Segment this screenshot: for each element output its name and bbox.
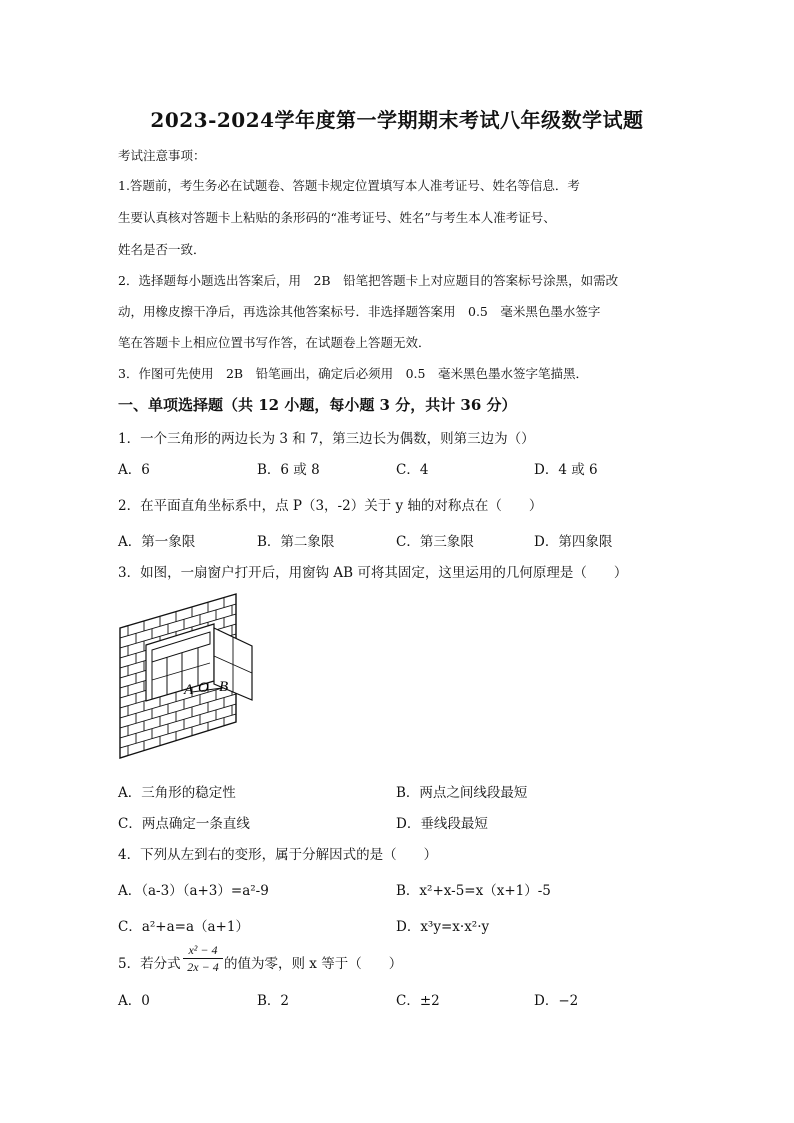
q3-option-a: A．三角形的稳定性	[118, 785, 236, 801]
notice-heading: 考试注意事项：	[118, 148, 206, 163]
question-1-stem: 1．一个三角形的两边长为 3 和 7，第三边长为偶数，则第三边为（）	[118, 431, 535, 447]
question-2-stem: 2．在平面直角坐标系中，点 P（3，-2）关于 y 轴的对称点在（ ）	[118, 498, 543, 514]
q1-option-b: B．6 或 8	[257, 462, 320, 478]
q5-option-b: B．2	[257, 993, 290, 1009]
label-b: B	[219, 679, 229, 695]
q3-option-c: C．两点确定一条直线	[118, 816, 250, 832]
q5-option-d: D．−2	[534, 993, 579, 1009]
q3-option-d: D．垂线段最短	[396, 816, 488, 832]
question-4-stem: 4．下列从左到右的变形，属于分解因式的是（ ）	[118, 847, 438, 863]
q2-option-d: D．第四象限	[534, 534, 613, 550]
label-a: A	[184, 682, 194, 698]
q5-option-c: C．±2	[396, 993, 440, 1009]
question-5-stem-start: 5．若分式	[118, 956, 181, 972]
notice-line: 姓名是否一致．	[118, 242, 206, 257]
notice-line: 1.答题前，考生务必在试题卷、答题卡规定位置填写本人准考证号、姓名等信息．考	[118, 178, 580, 193]
page-title: 2023-2024学年度第一学期期末考试八年级数学试题	[150, 108, 644, 132]
fraction	[183, 943, 223, 975]
question-3-stem: 3．如图，一扇窗户打开后，用窗钩 AB 可将其固定，这里运用的几何原理是（ ）	[118, 565, 628, 581]
notice-line: 笔在答题卡上相应位置书写作答，在试题卷上答题无效．	[118, 335, 431, 350]
question-5-stem-end: 的值为零，则 x 等于（ ）	[224, 956, 403, 972]
label-o: O	[198, 680, 209, 696]
q4-option-c: C．a²+a=a（a+1）	[118, 919, 249, 935]
q1-option-d: D．4 或 6	[534, 462, 598, 478]
q2-option-a: A．第一象限	[118, 534, 196, 550]
q2-option-b: B．第二象限	[257, 534, 335, 550]
notice-line: 2．选择题每小题选出答案后，用 2B 铅笔把答题卡上对应题目的答案标号涂黑，如需改	[118, 273, 619, 288]
fraction-numerator: x² − 4	[183, 943, 223, 959]
q3-option-b: B．两点之间线段最短	[396, 785, 528, 801]
window-figure	[112, 588, 262, 768]
notice-line: 3．作图可先使用 2B 铅笔画出，确定后必须用 0.5 毫米黑色墨水签字笔描黑．	[118, 366, 588, 381]
q2-option-c: C．第三象限	[396, 534, 474, 550]
q1-option-a: A．6	[118, 462, 150, 478]
q5-option-a: A．0	[118, 993, 150, 1009]
q1-option-c: C．4	[396, 462, 429, 478]
notice-line: 生要认真核对答题卡上粘贴的条形码的“准考证号、姓名”与考生本人准考证号、	[118, 210, 556, 225]
section-heading: 一、单项选择题（共 12 小题，每小题 3 分，共计 36 分）	[118, 396, 517, 414]
q4-option-a: A．（a-3）（a+3）=a²-9	[118, 883, 269, 899]
fraction-denominator: 2x − 4	[187, 960, 219, 974]
notice-line: 动，用橡皮擦干净后，再选涂其他答案标号．非选择题答案用 0.5 毫米黑色墨水签字	[118, 304, 601, 319]
q4-option-b: B．x²+x-5=x（x+1）-5	[396, 883, 551, 899]
q4-option-d: D．x³y=x·x²·y	[396, 919, 490, 935]
